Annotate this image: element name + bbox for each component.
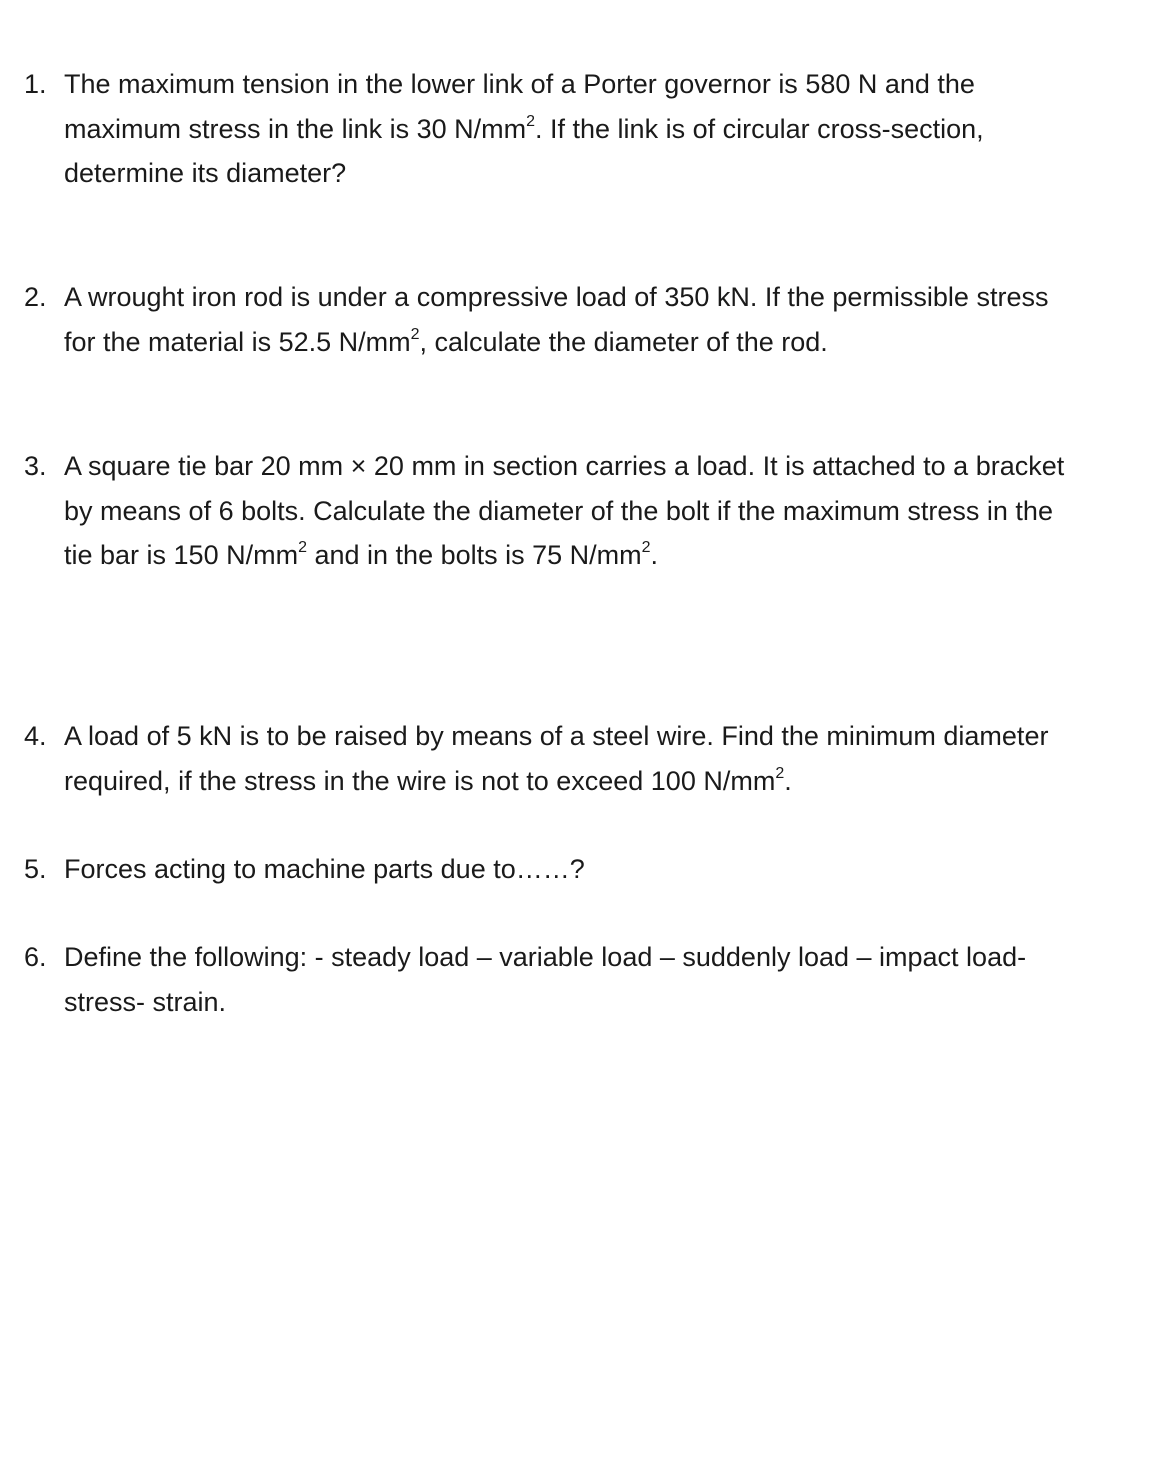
question-number: 2. (24, 282, 47, 312)
question-line: Forces acting to machine parts due to……? (64, 854, 585, 884)
question-line: A square tie bar 20 mm × 20 mm in section carries a load. It is attached to a bracket (64, 451, 1065, 481)
question-number: 4. (24, 721, 47, 751)
question-number: 1. (24, 69, 47, 99)
question-line: for the material is 52.5 $N/mm^2$, calculate the diameter of the rod. (64, 325, 828, 357)
question-line: by means of 6 bolts. Calculate the diameter of the bolt if the maximum stress in the (64, 495, 1053, 526)
question-line: The maximum tension in the lower link of a Porter governor is 580 N and the (64, 69, 975, 99)
superscript: 2 (410, 325, 420, 343)
question-text (64, 444, 1144, 578)
superscript: 2 (298, 539, 307, 556)
superscript: 2 (641, 539, 651, 556)
question-number: 6. (24, 942, 47, 972)
question-text (64, 62, 1144, 196)
question-text (64, 847, 1144, 892)
question-line: A wrought iron rod is under a compressive load of 350 kN. If the permissible stress (64, 282, 1049, 312)
question-number: 3. (24, 451, 47, 481)
question-line: required, if the stress in the wire is not to exceed 100 $N/mm^2$. (64, 764, 792, 796)
question-line: maximum stress in the link is 30 $N/mm^2$. If the link is of circular cross-section, (64, 112, 984, 144)
superscript: 2 (775, 764, 785, 782)
question-text (64, 935, 1144, 1024)
question-line: tie bar is 150 $N/mm^2$ and in the bolts is 75 $N/mm^2$. (64, 539, 659, 570)
question-line: determine its diameter? (64, 158, 347, 188)
question-line: stress- strain. (64, 986, 227, 1017)
superscript: 2 (526, 112, 536, 130)
question-line: Define the following: - steady load – variable load – suddenly load – impact load- (64, 942, 1027, 972)
question-line: A load of 5 kN is to be raised by means of a steel wire. Find the minimum diameter (64, 721, 1049, 751)
question-text (64, 275, 1144, 364)
question-number: 5. (24, 854, 47, 884)
question-text (64, 714, 1144, 803)
